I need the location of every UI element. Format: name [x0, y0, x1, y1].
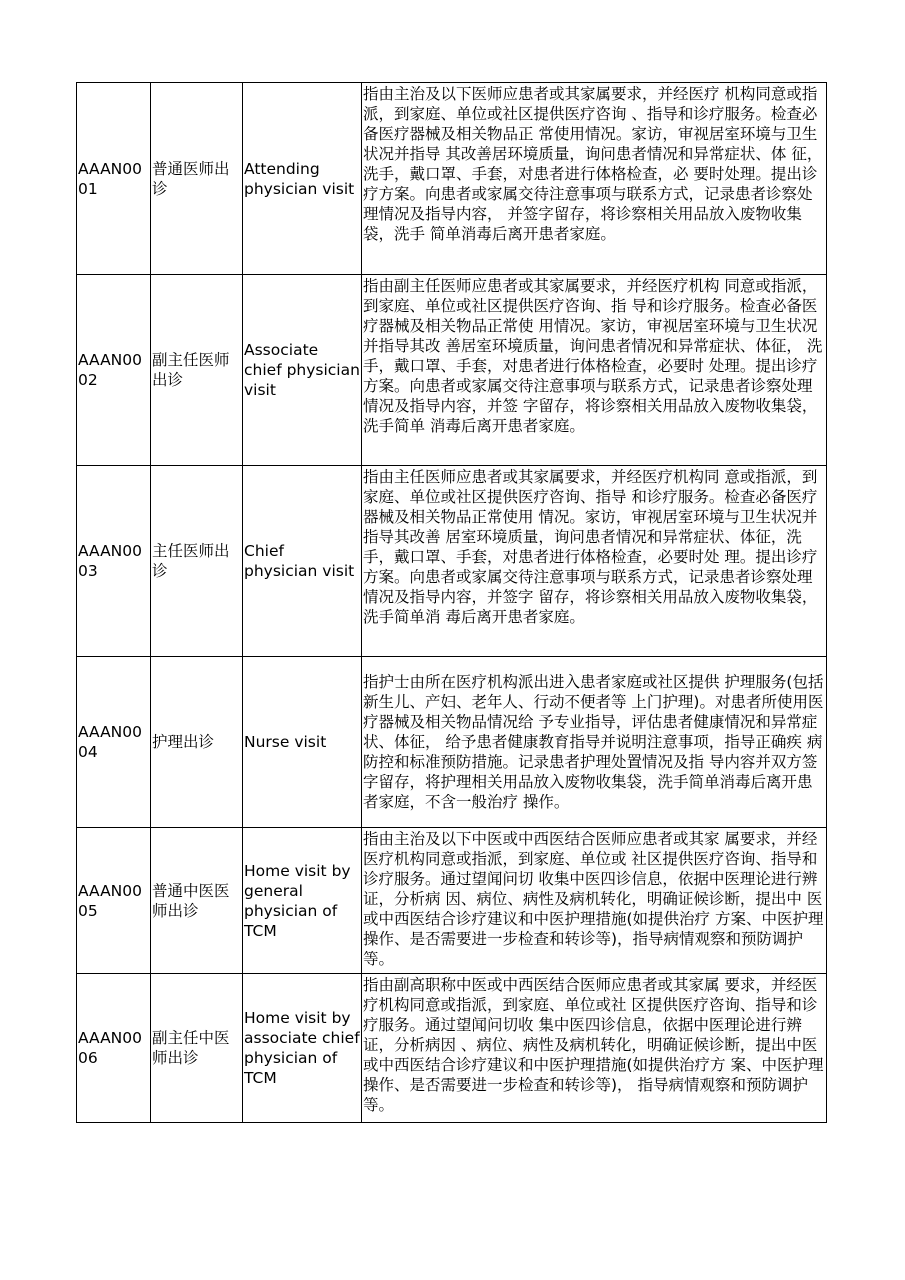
item-description	[362, 657, 827, 828]
item-description-text: 指由副主任医师应患者或其家属要求，并经医疗机构 同意或指派，到家庭、单位或社区提供医疗咨询、指 导和诊疗服务。检查必备医疗器械及相关物品正常使 用情况。家访，审视居室环境与卫生状况并指导其改 善居室环境质量，询问患者情况和异常症状、体征， 洗手，戴口罩、手套，对患者进行体格检查，必要时 处理。提出诊疗方案。向患者或家属交待注意事项与联系方式，记录患者诊察处理情况及指导内容，并签 字留存，将诊察相关用品放入废物收集袋，洗手简单 消毒后离开患者家庭。	[363, 276, 823, 435]
item-code: AAAN0005	[77, 828, 151, 974]
table-row	[77, 466, 827, 657]
item-description-text: 指由副高职称中医或中西医结合医师应患者或其家属 要求，并经医疗机构同意或指派，到家庭、单位或社 区提供医疗咨询、指导和诊疗服务。通过望闻问切收 集中医四诊信息，依据中医理论进行辨证，分析病因 、病位、病性及病机转化，明确证候诊断，提出中医 或中西医结合诊疗建议和中医护理措施(如提供治疗方 案、中医护理操作、是否需要进一步检查和转诊等)， 指导病情观察和预防调护等。	[363, 975, 824, 1114]
service-items-table	[76, 82, 827, 1123]
item-description-text: 指由主治及以下医师应患者或其家属要求，并经医疗 机构同意或指派，到家庭、单位或社区提供医疗咨询 、指导和诊疗服务。检查必备医疗器械及相关物品正 常使用情况。家访，审视居室环境与卫生状况并指导 其改善居环境质量，询问患者情况和异常症状、体 征，洗手，戴口罩、手套，对患者进行体格检查，必 要时处理。提出诊疗方案。向患者或家属交待注意事项与联系方式，记录患者诊察处理情况及指导内容， 并签字留存，将诊察相关用品放入废物收集袋，洗手 简单消毒后离开患者家庭。	[363, 84, 823, 243]
table-row	[77, 275, 827, 466]
item-name-en: Home visit by general physician of TCM	[243, 828, 362, 974]
item-name-en: Nurse visit	[243, 657, 362, 828]
item-name-en: Chief physician visit	[243, 466, 362, 657]
item-name-cn: 副主任中医师出诊	[151, 974, 243, 1123]
item-description	[362, 828, 827, 974]
item-description	[362, 466, 827, 657]
table-row	[77, 83, 827, 275]
table-row	[77, 828, 827, 974]
item-code: AAAN0002	[77, 275, 151, 466]
item-code: AAAN0003	[77, 466, 151, 657]
table-row	[77, 657, 827, 828]
item-name-cn: 副主任医师出诊	[151, 275, 243, 466]
item-description	[362, 83, 827, 275]
item-description-text: 指护士由所在医疗机构派出进入患者家庭或社区提供 护理服务(包括新生儿、产妇、老年人、行动不便者等 上门护理)。对患者所使用医疗器械及相关物品情况给 予专业指导，评估患者健康情况和异常症状、体征， 给予患者健康教育指导并说明注意事项，指导正确疾 病防控和标准预防措施。记录患者护理处置情况及指 导内容并双方签字留存，将护理相关用品放入废物收集袋，洗手简单消毒后离开患者家庭，不含一般治疗 操作。	[363, 673, 824, 811]
item-code: AAAN0001	[77, 83, 151, 275]
item-name-cn: 主任医师出诊	[151, 466, 243, 657]
item-description-text: 指由主任医师应患者或其家属要求，并经医疗机构同 意或指派，到家庭、单位或社区提供医疗咨询、指导 和诊疗服务。检查必备医疗器械及相关物品正常使用 情况。家访，审视居室环境与卫生状况并指导其改善 居室环境质量，询问患者情况和异常症状、体征，洗 手，戴口罩、手套，对患者进行体格检查，必要时处 理。提出诊疗方案。向患者或家属交待注意事项与联系方式，记录患者诊察处理情况及指导内容，并签字 留存，将诊察相关用品放入废物收集袋，洗手简单消 毒后离开患者家庭。	[363, 467, 818, 626]
item-description	[362, 974, 827, 1123]
item-name-cn: 普通中医医师出诊	[151, 828, 243, 974]
item-name-en: Associate chief physician visit	[243, 275, 362, 466]
item-name-cn: 护理出诊	[151, 657, 243, 828]
table-row	[77, 974, 827, 1123]
item-description	[362, 275, 827, 466]
item-name-en: Attending physician visit	[243, 83, 362, 275]
item-description-text: 指由主治及以下中医或中西医结合医师应患者或其家 属要求，并经医疗机构同意或指派，到家庭、单位或 社区提供医疗咨询、指导和诊疗服务。通过望闻问切 收集中医四诊信息，依据中医理论进行辨证，分析病 因、病位、病性及病机转化，明确证候诊断，提出中 医或中西医结合诊疗建议和中医护理措施(如提供治疗 方案、中医护理操作、是否需要进一步检查和转诊等)，指导病情观察和预防调护等。	[363, 829, 824, 968]
item-code: AAAN0004	[77, 657, 151, 828]
item-name-en: Home visit by associate chief physician of TCM	[243, 974, 362, 1123]
item-name-cn: 普通医师出诊	[151, 83, 243, 275]
item-code: AAAN0006	[77, 974, 151, 1123]
